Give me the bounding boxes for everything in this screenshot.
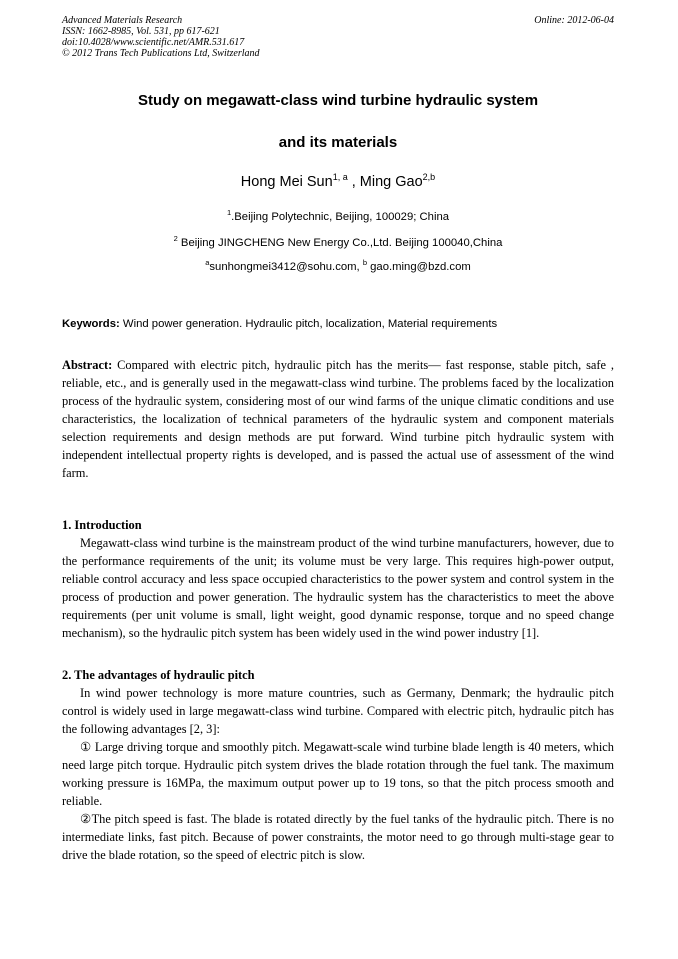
section-introduction xyxy=(62,516,614,642)
doi-line: doi:10.4028/www.scientific.net/AMR.531.617 xyxy=(62,37,245,48)
author-separator: , xyxy=(351,173,360,190)
email-2[interactable]: gao.ming@bzd.com xyxy=(370,260,471,273)
journal-header xyxy=(62,15,614,59)
section-2-heading: 2. The advantages of hydraulic pitch xyxy=(62,668,255,682)
keywords-text: Wind power generation. Hydraulic pitch, localization, Material requirements xyxy=(122,318,498,330)
author-1-mark: 1, a xyxy=(332,172,348,182)
author-emails: $^a$sunhongmei3412@sohu.com, $^b$ gao.ming@bzd.com xyxy=(205,258,471,273)
advantage-item-1: ① Large driving torque and smoothly pitch. Megawatt-scale wind turbine blade length is 40 meters, which need large pitch torque. Hydraulic pitch system drives the blade rotation through the fuel tank. The maximum working pressure is 16MPa, the maximum output power up to 19 tons, so that the pitch process smooth and reliable. xyxy=(62,740,614,808)
section-2-paragraph: In wind power technology is more mature countries, such as Germany, Denmark; the hydraulic pitch control is widely used in large megawatt-class wind turbine. Compared with electric pitch, hydraulic pitch has the following advantages [2, 3]: xyxy=(62,686,614,736)
advantage-item-2: ②The pitch speed is fast. The blade is rotated directly by the fuel tanks of the hydraulic pitch. There is no intermediate links, fast pitch. Because of power constraints, the motor need to go through multi-stage gear to drive the blade rotation, so the speed of electric pitch is slow. xyxy=(62,812,614,862)
section-1-heading: 1. Introduction xyxy=(62,518,142,532)
author-2: Ming Gao xyxy=(359,173,423,190)
copyright-line: © 2012 Trans Tech Publications Ltd, Switzerland xyxy=(62,48,260,59)
keywords-label: Keywords: xyxy=(62,318,120,330)
affiliation-2-mark: 2 xyxy=(173,234,178,243)
email-1[interactable]: sunhongmei3412@sohu.com xyxy=(209,260,357,273)
online-date: Online: 2012-06-04 xyxy=(534,15,614,26)
abstract xyxy=(62,356,614,482)
author-line xyxy=(62,172,614,190)
author-2-mark: 2,b xyxy=(422,172,436,182)
paper-title-line-1: Study on megawatt-class wind turbine hydraulic system xyxy=(137,92,539,109)
abstract-label: Abstract: xyxy=(62,358,113,372)
journal-name: Advanced Materials Research xyxy=(62,15,183,26)
affiliation-2: $^2$ Beijing JINGCHENG New Energy Co.,Ltd. Beijing 100040,China xyxy=(173,234,503,249)
section-advantages xyxy=(62,666,614,864)
affiliation-1-mark: 1 xyxy=(226,208,232,217)
abstract-text: Compared with electric pitch, hydraulic pitch has the merits— fast response, stable pitch, safe , reliable, etc., and is generally used in the megawatt-class wind turbine. The problems faced by the localization process of the hydraulic system, considering most of our wind farms of the unique climatic conditions and use characteristics, the localization of technical parameters of the hydraulic system and component materials selection requirements and design methods are put forward. Wind turbine pitch hydraulic system with independent intellectual property rights is developed, and is passed the actual use of assessment of the wind farm. xyxy=(62,358,614,480)
section-1-paragraph: Megawatt-class wind turbine is the mainstream product of the wind turbine manufacturers, however, due to the performance requirements of the unit; its volume must be very large. This requires high-power output, reliable control accuracy and less space occupied characteristics to the power system and control system in the process of production and power generation. The hydraulic system has the characteristics to meet the above requirements (per unit volume is small, light weight, good dynamic response, torque and no speed change mechanism), so the hydraulic pitch system has been widely used in the wind power industry [1]. xyxy=(62,536,614,640)
issn-line: ISSN: 1662-8985, Vol. 531, pp 617-621 xyxy=(62,26,220,37)
author-1: Hong Mei Sun xyxy=(240,173,333,190)
paper-title-line-2: and its materials xyxy=(278,134,398,151)
keywords xyxy=(62,318,622,330)
affiliation-1: $^1$.Beijing Polytechnic, Beijing, 100029; China xyxy=(226,208,450,223)
